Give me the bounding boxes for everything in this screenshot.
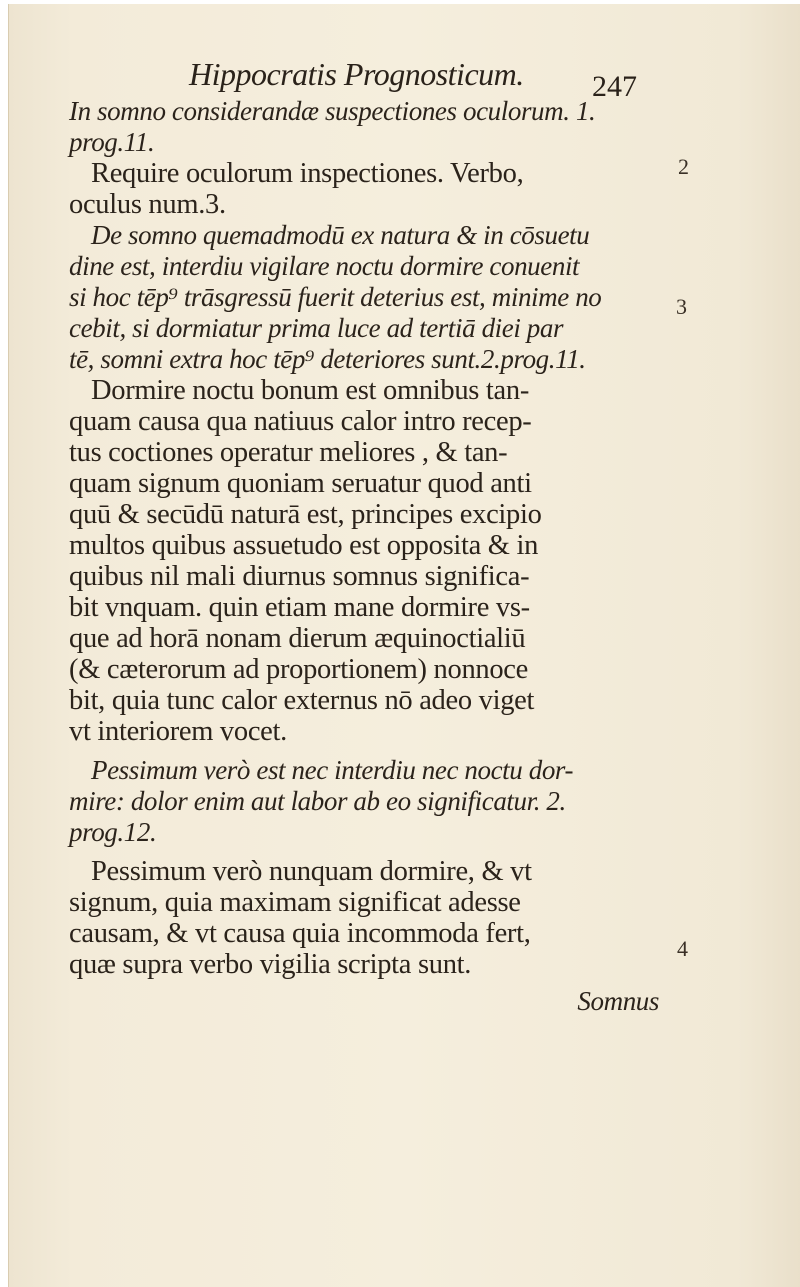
- text-line: De somno quemadmodū ex natura & in cōsuetu: [91, 220, 590, 250]
- text-line: mire: dolor enim aut labor ab eo significatur. 2.: [69, 786, 566, 816]
- text-line: quū & secūdū naturā est, principes excipio: [69, 499, 542, 530]
- margin-number: 2: [678, 154, 689, 179]
- text-line: Dormire noctu bonum est omnibus tan-: [91, 375, 530, 406]
- text-line: prog.12.: [69, 817, 157, 847]
- text-body: [69, 96, 659, 1017]
- text-line: Require oculorum inspectiones. Verbo,: [91, 158, 524, 189]
- text-line: quibus nil mali diurnus somnus significa-: [69, 561, 530, 592]
- text-line: In somno considerandæ suspectiones oculorum. 1.: [69, 96, 596, 126]
- text-line: multos quibus assuetudo est opposita & in: [69, 530, 539, 561]
- margin-number: 4: [677, 936, 688, 961]
- text-line: bit, quia tunc calor externus nō adeo viget: [69, 685, 535, 716]
- text-line: si hoc tēp⁹ trāsgressū fuerit deterius est, minime no: [69, 282, 602, 312]
- text-line: quam causa qua natiuus calor intro recep-: [69, 406, 532, 437]
- text-line: que ad horā nonam dierum æquinoctialiū: [69, 623, 526, 654]
- text-line: (& cæterorum ad proportionem) nonnoce: [69, 654, 529, 685]
- text-line: tus coctiones operatur meliores , & tan-: [69, 437, 508, 468]
- catchword: Somnus: [577, 986, 659, 1016]
- text-line: dine est, interdiu vigilare noctu dormire conuenit: [69, 251, 580, 281]
- text-line: prog.11.: [69, 127, 155, 157]
- text-line: signum, quia maximam significat adesse: [69, 887, 521, 918]
- text-line: quæ supra verbo vigilia scripta sunt.: [69, 949, 472, 980]
- text-line: bit vnquam. quin etiam mane dormire vs-: [69, 592, 530, 623]
- text-line: Pessimum verò est nec interdiu nec noctu dor-: [91, 755, 574, 785]
- page-header: [189, 56, 659, 103]
- text-line: oculus num.3.: [69, 189, 226, 220]
- page-number: 247: [592, 70, 637, 103]
- text-line: vt interiorem vocet.: [69, 716, 287, 747]
- text-line: cebit, si dormiatur prima luce ad tertiā diei par: [69, 313, 564, 343]
- book-page: [8, 4, 800, 1287]
- text-line: causam, & vt causa quia incommoda fert,: [69, 918, 531, 949]
- text-line: quam signum quoniam seruatur quod anti: [69, 468, 532, 499]
- margin-number: 3: [676, 294, 687, 319]
- running-title: Hippocratis Prognosticum.: [189, 56, 524, 92]
- text-line: tē, somni extra hoc tēp⁹ deteriores sunt.2.prog.11.: [69, 344, 586, 374]
- text-line: Pessimum verò nunquam dormire, & vt: [91, 856, 532, 887]
